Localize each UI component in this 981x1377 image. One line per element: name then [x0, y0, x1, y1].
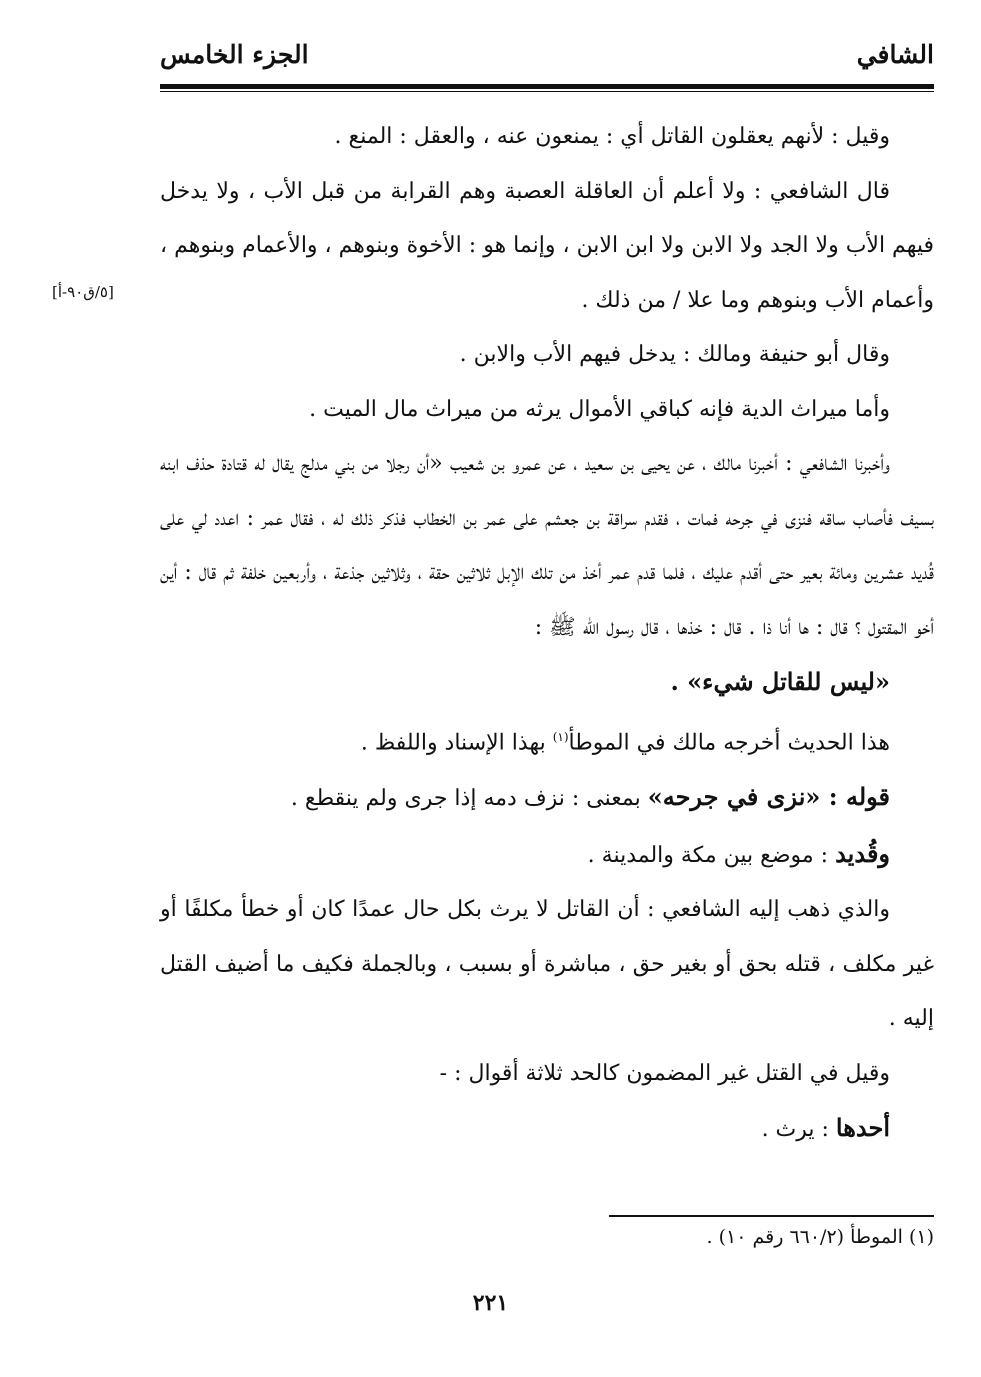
footnote-ref: (١) — [552, 729, 569, 744]
paragraph: وأما ميراث الدية فإنه كباقي الأموال يرثه من ميراث مال الميت . — [309, 396, 890, 422]
paragraph: وقيل : لأنهم يعقلون القاتل أي : يمنعون عنه ، والعقل : المنع . — [334, 124, 890, 149]
opinion-term: أحدها — [835, 1113, 890, 1143]
page-number: ٢٢١ — [472, 1290, 509, 1316]
footnote-rule — [609, 1215, 934, 1217]
paragraph: والذي ذهب إليه الشافعي : أن القاتل لا يرث بكل حال عمدًا كان أو خطأ مكلفًا أو غير مكلف ، قتله بحق أو بغير حق ، مباشرة أو بسبب ، وبالجملة فكيف ما أضيف القتل إليه . — [160, 897, 934, 1032]
header-rule-thick — [160, 84, 934, 89]
gloss-text: : موضع بين مكة والمدينة . — [587, 842, 836, 868]
takhrij-before: هذا الحديث أخرجه مالك في الموطأ — [568, 729, 890, 755]
opinion-paragraph — [160, 1101, 934, 1158]
paragraph: وقال أبو حنيفة ومالك : يدخل فيهم الأب والابن . — [459, 342, 890, 367]
gloss-paragraph — [160, 770, 934, 827]
gloss-paragraph — [160, 827, 934, 884]
header-rule-thin — [160, 91, 934, 92]
footnote: (١) الموطأ (٦٦٠/٢ رقم ١٠) . — [706, 1226, 934, 1248]
paragraph: وأخبرنا الشافعي : أخبرنا مالك ، عن يحيى بن سعيد ، عن عمرو بن شعيب «أن رجلا من بني مدلج يقال له قتادة حذف ابنه بسيف فأصاب ساقه فنزى في جرحه فمات ، فقدم سراقة بن جعشم على عمر بن الخطاب فذكر ذلك له ، فقال عمر : اعدد لي على قُديد عشرين ومائة بعير حتى أقدم عليك ، فلما قدم عمر أخذ من تلك الإبل ثلاثين حقة ، وثلاثين جذعة ، وأربعين خلفة ثم قال : أين أخو المقتول ؟ قال : ها أنا ذا . قال : خذها ، قال رسول الله ﷺ : — [160, 451, 934, 640]
takhrij-paragraph — [160, 710, 934, 771]
part-label: الجزء الخامس — [160, 40, 309, 69]
manuscript-folio-note: [٥/ق٩٠-أ] — [52, 283, 114, 301]
gloss-term: قوله : «نزى في جرحه» — [647, 782, 890, 812]
takhrij-after: بهذا الإسناد واللفظ . — [360, 729, 553, 755]
running-header — [160, 40, 934, 80]
paragraph: قال الشافعي : ولا أعلم أن العاقلة العصبة وهم القرابة من قبل الأب ، ولا يدخل فيهم الأب ولا الجد ولا الابن ولا ابن الابن ، وإنما هو : الأخوة وبنوهم ، والأعمام وبنوهم ، وأعمام الأب وبنوهم وما علا / من ذلك . — [160, 178, 934, 313]
opinion-text: : يرث . — [761, 1117, 836, 1143]
book-title: الشافي — [856, 40, 934, 69]
gloss-text: بمعنى : نزف دمه إذا جرى ولم ينقطع . — [290, 786, 648, 812]
main-text — [160, 110, 934, 1158]
hadith-quote: «ليس للقاتل شيء» . — [670, 667, 890, 696]
gloss-term: وقُديد — [835, 838, 890, 868]
paragraph: وقيل في القتل غير المضمون كالحد ثلاثة أقوال : - — [439, 1060, 890, 1086]
